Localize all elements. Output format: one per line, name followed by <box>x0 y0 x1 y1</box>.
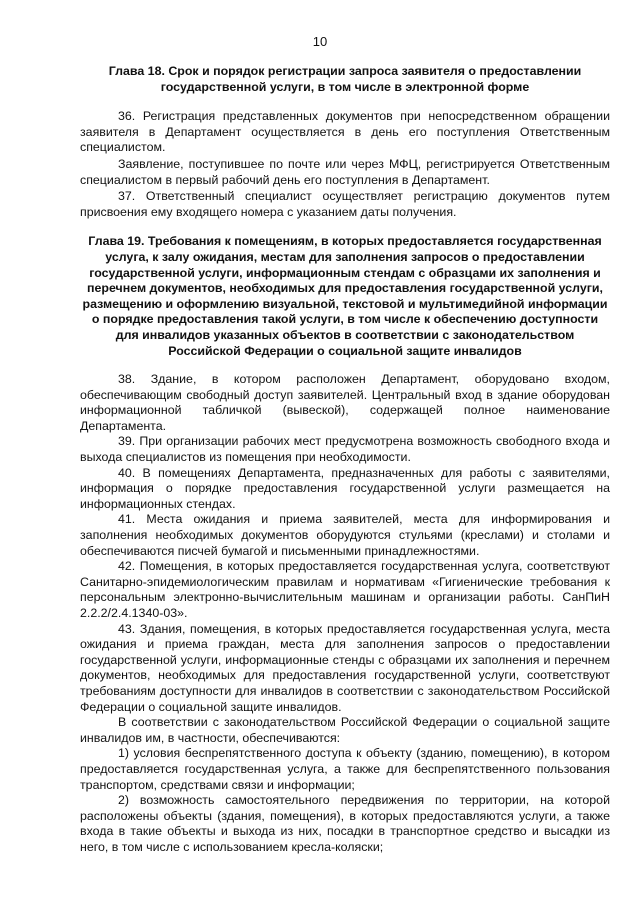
chapter-19-title: Глава 19. Требования к помещениям, в которых предоставляется государственная услуга, к залу ожидания, местам для заполнения запросов о предоставлении государственной услуги, информационным стендам с образцами их заполнения и перечнем документов, необходимых для предоставления государственной услуги, размещению и оформлению визуальной, текстовой и мультимедийной информации о порядке предоставления такой услуги, в том числе к обеспечению доступности для инвалидов указанных объектов в соответствии с законодательством Российской Федерации о социальной защите инвалидов <box>82 234 608 358</box>
paragraph-39: 39. При организации рабочих мест предусмотрена возможность свободного входа и выхода специалистов из помещения при необходимости. <box>80 434 610 465</box>
chapter-18-title: Глава 18. Срок и порядок регистрации запроса заявителя о предоставлении государственной услуги, в том числе в электронной форме <box>108 64 582 94</box>
paragraph-43: 43. Здания, помещения, в которых предоставляется государственная услуга, места ожидания и приема граждан, места для заполнения запросов о предоставлении государственной услуги, информационные стенды с образцами их заполнения и перечнем документов, необходимых для предоставления государственной услуги, соответствуют требованиям доступности для инвалидов в соответствии с законодательством Российской Федерации о социальной защите инвалидов. <box>80 621 610 714</box>
chapter-18-section <box>80 64 610 220</box>
paragraph-36-cont: Заявление, поступившее по почте или через МФЦ, регистрируется Ответственным специалистом в первый рабочий день его поступления в Департамент. <box>80 156 610 187</box>
paragraph-37: 37. Ответственный специалист осуществляет регистрацию документов путем присвоения ему входящего номера с указанием даты получения. <box>80 189 610 219</box>
paragraph-36: 36. Регистрация представленных документов при непосредственном обращении заявителя в Департамент осуществляется в день его поступления Ответственным специалистом. <box>80 109 610 155</box>
paragraph-38: 38. Здание, в котором расположен Департамент, оборудовано входом, обеспечивающим свободный доступ заявителей. Центральный вход в здание оборудован информационной табличкой (вывеской), содержащей полное наименование Департамента. <box>80 372 610 433</box>
document-body <box>80 64 610 856</box>
chapter-19-section <box>80 234 610 855</box>
list-item-2: 2) возможность самостоятельного передвижения по территории, на которой расположены объекты (здания, помещения), в которых предоставляются услуги, а также входа в такие объекты и выхода из них, посадки в транспортное средство и высадки из него, в том числе с использованием кресла-коляски; <box>80 793 610 854</box>
page-number: 10 <box>312 34 328 49</box>
list-item-1: 1) условия беспрепятственного доступа к объекту (зданию, помещению), в котором предоставляется государственная услуга, а также для беспрепятственного пользования транспортом, средствами связи и информации; <box>80 746 610 792</box>
paragraph-42: 42. Помещения, в которых предоставляется государственная услуга, соответствуют Санитарно-эпидемиологическим правилам и нормативам «Гигиенические требования к персональным электронно-вычислительным машинам и организации работы. СанПиН 2.2.2/2.4.1340-03». <box>80 559 610 620</box>
paragraph-40: 40. В помещениях Департамента, предназначенных для работы с заявителями, информация о порядке предоставления государственной услуги размещается на информационных стендах. <box>80 465 610 511</box>
paragraph-41: 41. Места ожидания и приема заявителей, места для информирования и заполнения необходимых документов оборудуются стульями (креслами) и столами и обеспечиваются писчей бумагой и письменными принадлежностями. <box>80 512 610 558</box>
paragraph-accessibility-intro: В соответствии с законодательством Российской Федерации о социальной защите инвалидов им, в частности, обеспечиваются: <box>80 715 610 745</box>
